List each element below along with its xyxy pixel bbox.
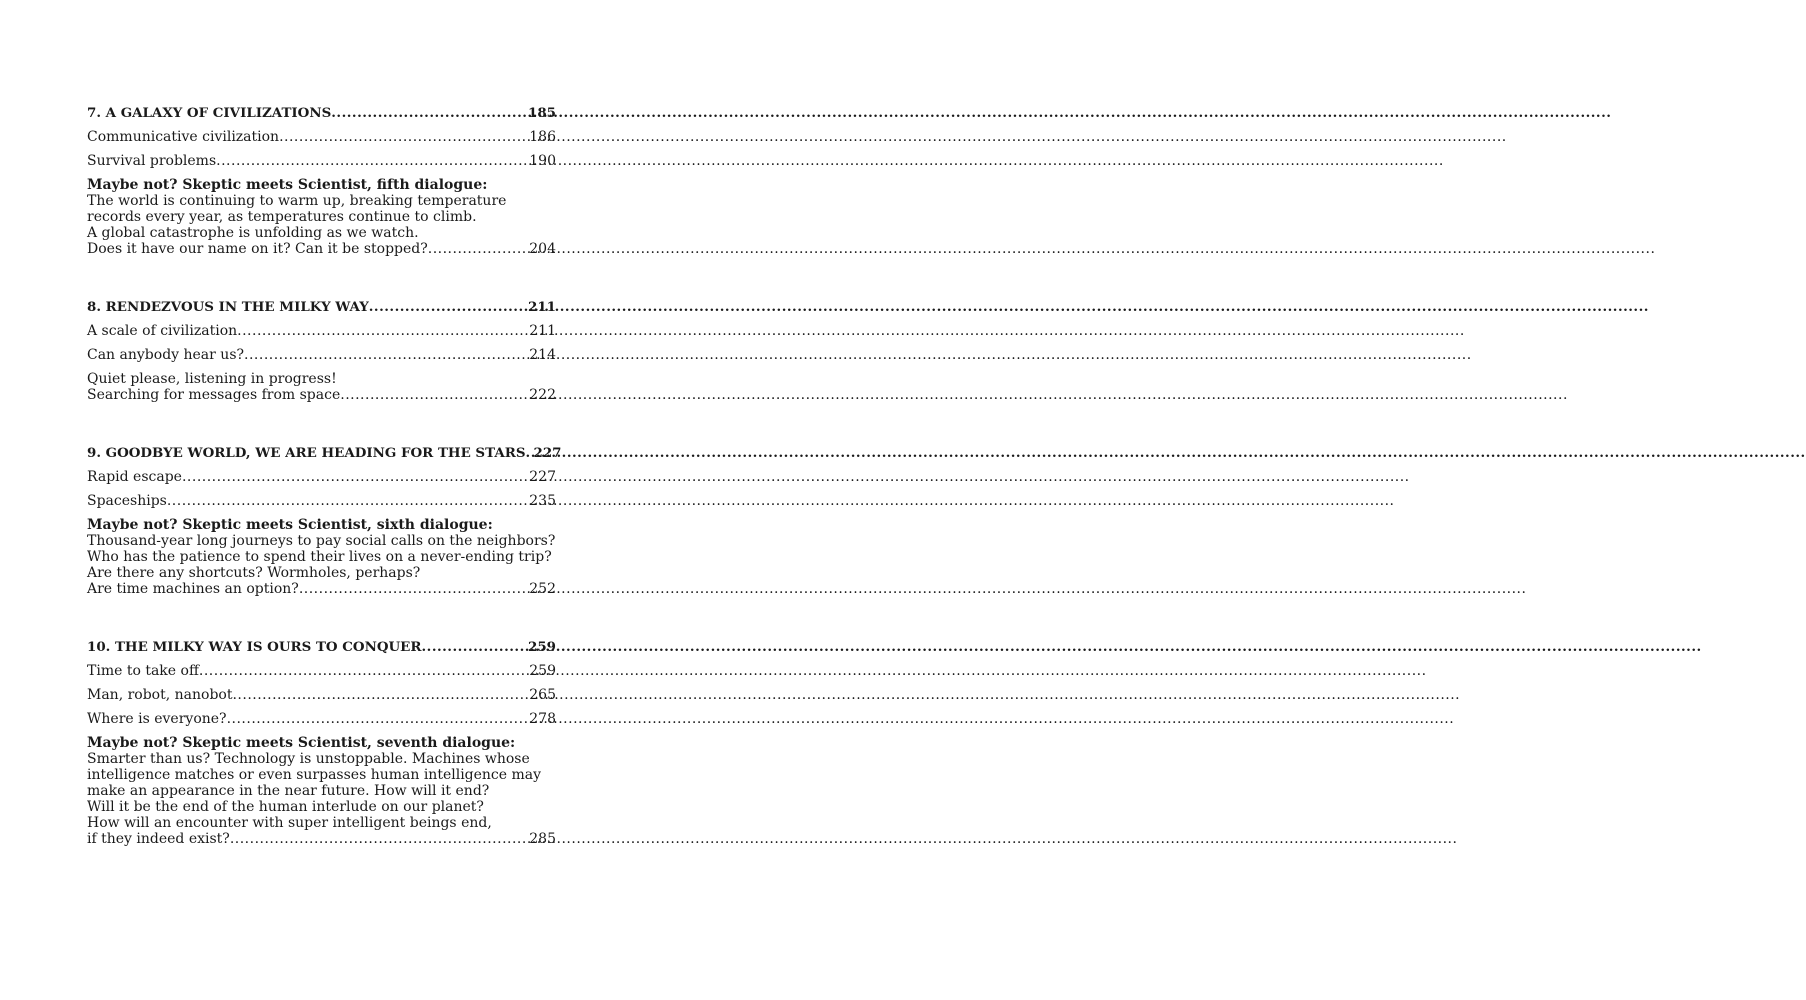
- dot-leader: [237, 323, 527, 339]
- dialogue-title: Maybe not? Skeptic meets Scientist, fifth dialogue:: [87, 177, 488, 193]
- toc-entry[interactable]: [87, 687, 556, 703]
- page-number: 235: [529, 493, 556, 509]
- entry-first-line: Quiet please, listening in progress!: [87, 371, 337, 387]
- dialogue-line: make an appearance in the near future. How will it end?: [87, 783, 490, 799]
- dot-leader: [422, 639, 527, 655]
- page-number: 222: [529, 387, 556, 403]
- toc-entry[interactable]: [87, 469, 556, 485]
- dot-leader: [244, 347, 527, 363]
- entry-title: Searching for messages from space: [87, 387, 341, 403]
- page-number: 227: [533, 445, 562, 461]
- page-number: 227: [529, 469, 556, 485]
- dialogue-title: Maybe not? Skeptic meets Scientist, seventh dialogue:: [87, 735, 516, 751]
- dialogue-last-line: [87, 581, 556, 597]
- dialogue-line: Who has the patience to spend their lives on a never-ending trip?: [87, 549, 552, 565]
- entry-title: Does it have our name on it? Can it be stopped?: [87, 241, 428, 257]
- dot-leader: [428, 241, 528, 257]
- entry-title: Rapid escape: [87, 469, 182, 485]
- dialogue-line: Will it be the end of the human interlude on our planet?: [87, 799, 484, 815]
- dialogue-entry[interactable]: [87, 177, 556, 257]
- chapter-title: 7. A GALAXY OF CIVILIZATIONS: [87, 105, 332, 121]
- page-number: 252: [529, 581, 556, 597]
- dot-leader: [167, 493, 527, 509]
- toc-entry[interactable]: [87, 323, 556, 339]
- dialogue-line: How will an encounter with super intelligent beings end,: [87, 815, 492, 831]
- toc-entry[interactable]: [87, 129, 556, 145]
- dot-leader: [369, 299, 526, 315]
- chapter-10: [87, 639, 556, 847]
- chapter-title: 10. THE MILKY WAY IS OURS TO CONQUER: [87, 639, 422, 655]
- toc-entry[interactable]: [87, 663, 556, 679]
- dialogue-line: Are there any shortcuts? Wormholes, perhaps?: [87, 565, 421, 581]
- entry-title: Spaceships: [87, 493, 167, 509]
- dot-leader: [230, 831, 527, 847]
- dialogue-line: A global catastrophe is unfolding as we watch.: [87, 225, 419, 241]
- dialogue-line: records every year, as temperatures continue to climb.: [87, 209, 477, 225]
- dialogue-entry[interactable]: [87, 735, 556, 847]
- dot-leader: [216, 153, 527, 169]
- dot-leader: [182, 469, 527, 485]
- entry-title: Man, robot, nanobot: [87, 687, 233, 703]
- dot-leader: [340, 387, 527, 403]
- page-number: 190: [529, 153, 556, 169]
- entry-title: Time to take off: [87, 663, 199, 679]
- page-number: 211: [529, 323, 556, 339]
- page-number: 265: [529, 687, 556, 703]
- dialogue-line: intelligence matches or even surpasses human intelligence may: [87, 767, 542, 783]
- chapter-8: [87, 299, 556, 403]
- page-number: 185: [528, 105, 556, 121]
- chapter-title: 8. RENDEZVOUS IN THE MILKY WAY: [87, 299, 369, 315]
- page-number: 285: [529, 831, 556, 847]
- dialogue-title: Maybe not? Skeptic meets Scientist, sixth dialogue:: [87, 517, 493, 533]
- chapter-heading[interactable]: [87, 299, 556, 315]
- multiline-entry[interactable]: [87, 371, 556, 403]
- entry-title: A scale of civilization: [87, 323, 238, 339]
- dialogue-line: The world is continuing to warm up, breaking temperature: [87, 193, 507, 209]
- entry-title: Where is everyone?: [87, 711, 227, 727]
- entry-title: Communicative civilization: [87, 129, 280, 145]
- chapter-7: [87, 105, 556, 257]
- dialogue-last-line: [87, 241, 556, 257]
- entry-title: Are time machines an option?: [87, 581, 299, 597]
- dot-leader: [279, 129, 527, 145]
- page-number: 214: [529, 347, 556, 363]
- dot-leader: [331, 105, 526, 121]
- chapter-title: 9. GOODBYE WORLD, WE ARE HEADING FOR THE STARS: [87, 445, 526, 461]
- toc-entry[interactable]: [87, 347, 556, 363]
- dot-leader: [199, 663, 527, 679]
- entry-title: if they indeed exist?: [87, 831, 230, 847]
- toc-entry[interactable]: [87, 711, 556, 727]
- chapter-heading[interactable]: [87, 105, 556, 121]
- entry-title: Can anybody hear us?: [87, 347, 245, 363]
- dialogue-last-line: [87, 831, 556, 847]
- page-number: 259: [528, 639, 556, 655]
- dot-leader: [232, 687, 527, 703]
- chapter-heading[interactable]: [87, 639, 556, 655]
- dot-leader: [227, 711, 528, 727]
- page-number: 211: [528, 299, 556, 315]
- chapter-heading[interactable]: [87, 445, 562, 461]
- toc-entry[interactable]: [87, 493, 556, 509]
- page-number: 204: [529, 241, 556, 257]
- chapter-9: [87, 445, 562, 597]
- table-of-contents: [87, 105, 562, 889]
- page-number: 259: [529, 663, 556, 679]
- page-number: 278: [529, 711, 556, 727]
- entry-title: Survival problems: [87, 153, 217, 169]
- entry-last-line: [87, 387, 556, 403]
- dialogue-line: Thousand-year long journeys to pay social calls on the neighbors?: [87, 533, 556, 549]
- dialogue-line: Smarter than us? Technology is unstoppable. Machines whose: [87, 751, 530, 767]
- toc-entry[interactable]: [87, 153, 556, 169]
- dialogue-entry[interactable]: [87, 517, 556, 597]
- dot-leader: [299, 581, 527, 597]
- page-number: 186: [529, 129, 556, 145]
